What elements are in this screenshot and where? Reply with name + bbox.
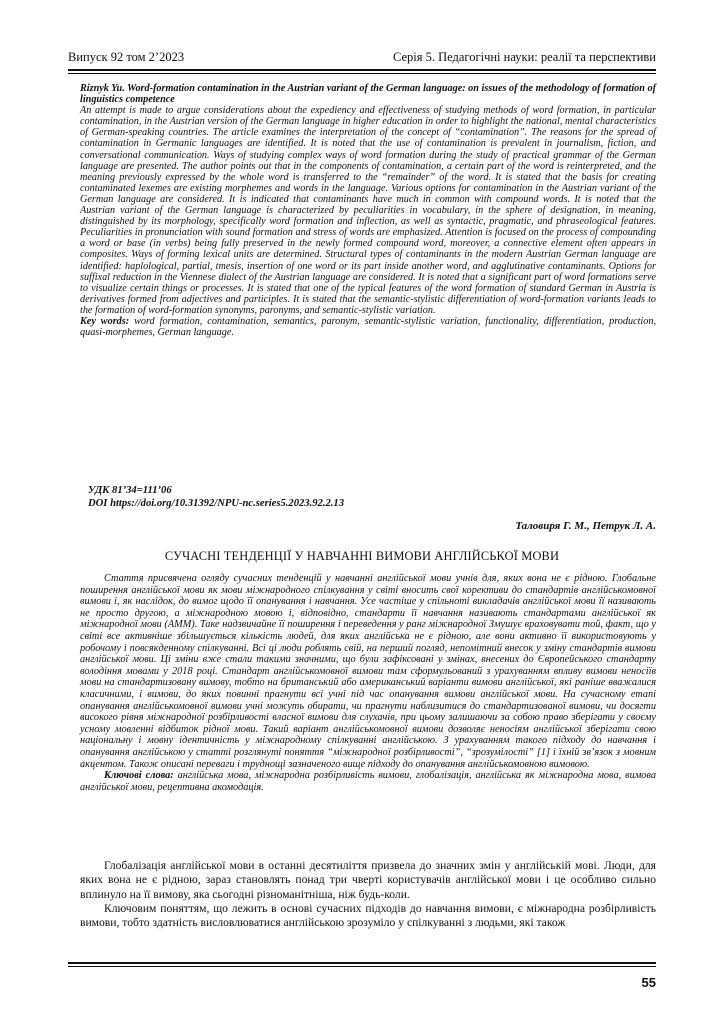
doi-link[interactable]: DOI https://doi.org/10.31392/NPU-nc.series5.2023.92.2.13 (88, 497, 345, 509)
body-paragraph-2: Ключовим поняттям, що лежить в основі сучасних підходів до навчання вимови, є міжнародна розбірливість вимови, тобто здатність висловлюватися англійською зрозуміло у спілкуванні з людьми, які також (80, 901, 656, 930)
ukrainian-keywords: англійська мова, міжнародна розбірливість вимови, глобалізація, англійська як міжнародна мова, вимова англійської мови, рецептивна акомодація. (80, 770, 656, 793)
header-rule-thin (68, 73, 656, 74)
english-abstract-text: An attempt is made to argue considerations about the expediency and effectiveness of studying methods of word formation, in particular contamination, in the Austrian version of the German language in higher education in order to highlight the national, mental characteristics of German-speaking countries. The article examines the interpretation of the concept of “contamination”. The reasons for the spread of contamination in Germanic languages are identified. It is noted that the use of contamination is prevalent in journalism, fiction, and conversational communication. Ways of studying complex ways of word formation during the study of practical grammar of the German language are presented. The author points out that in the components of contamination, a certain part of the word is reinterpreted, and the meaning previously expressed by the whole word is transferred to the “remainder” of the word. It is stated that the basis for creating contaminated lexemes are existing morphemes and words in the language. Various options for contamination in the Austrian variant of the German language are considered. It is indicated that contaminants have much in common with compound words. It is noted that the Austrian variant of the German language is characterized by peculiarities in vocabulary, in the sphere of designation, in meaning, distinguished by its morphology, specifically word formation and inflection, as well as syntactic, pragmatic, and phraseological features. Peculiarities in pronunciation with sound formation and stress of words are emphasized. Attention is focused on the process of compounding a word or base (in verbs) being fully preserved in the newly formed compound word, moreover, a connective element often appears in composites. Ways of forming lexical units are determined. Structural types of contaminants in the modern Austrian German language are identified: haplological, partial, tmesis, insertion of one word or its part inside another word, and agglutinative contaminants. Options for suffixal reduction in the Viennese dialect of the Austrian language are considered. It is noted that a significant part of word formations serve to visualize certain things or processes. It is stated that one of the typical features of the word formation of standard German in Austria is derivatives formed from adjectives and participles. It is stated that the semantic-stylistic differentiation of word-formation variants leads to the formation of word-formation synonyms, paronyms, and semantic-stylistic variation. (80, 105, 656, 316)
issue-info: Випуск 92 том 2’2023 (68, 50, 185, 64)
article-body (80, 859, 656, 930)
page-number: 55 (641, 975, 656, 990)
english-abstract (80, 83, 656, 338)
english-abstract-title: Riznyk Yu. Word-formation contamination in the Austrian variant of the German language: on issues of the methodology of formation of linguistics competence (80, 83, 656, 106)
running-header (68, 50, 656, 68)
udc-code: УДК 81’34=111’06 (88, 485, 172, 496)
ukrainian-abstract (80, 573, 656, 793)
english-keywords: word formation, contamination, semantics, paronym, semantic-stylistic variation, functionality, differentiation, production, quasi-morphemes, German language. (80, 315, 656, 339)
series-info: Серія 5. Педагогічні науки: реалії та перспективи (392, 50, 656, 64)
udc-doi-block (88, 485, 344, 510)
footer-rule-thick (68, 962, 656, 964)
body-paragraph-1: Глобалізація англійської мови в останні десятиліття призвела до значних змін у англійській мові. Люди, для яких вона не є рідною, зараз становлять понад три чверті користувачів англійської мови і це особливо сильно вплинуло на її вимову, яка сьогодні різноманітніша, ніж будь-коли. (80, 859, 656, 901)
article-title: СУЧАСНІ ТЕНДЕНЦІЇ У НАВЧАННІ ВИМОВИ АНГЛІЙСЬКОЇ МОВИ (164, 549, 560, 563)
article-authors: Таловиря Г. М., Петрук Л. А. (515, 520, 656, 532)
english-keywords-label: Key words: (80, 315, 130, 327)
ukrainian-keywords-label: Ключові слова: (104, 770, 174, 782)
header-rule-thick (68, 69, 656, 71)
ukrainian-abstract-text: Стаття присвячена огляду сучасних тенденцій у навчанні англійської мови учнів для, яких вона не є рідною. Глобальне поширення англійської мови як мови міжнародного спілкування у світі вносить свої корективи до стандартів англійськомовної вимови і, як наслідок, до вимог щодо її опанування і навчання. Усе частіше у спільноті викладачів англійської мови її називають не просто другою, а міжнародною мовою і, відповідно, стандарти її навчання називають стандартами англійської як міжнародної мови (АММ). Таке надзвичайне її поширення і переведення у ранг міжнародної Змушує враховувати той, факт, що у світі все активніше збільшується кількість людей, для яких англійська не є рідною, але вони активно її використовують у робочому і повсякденному спілкуванні. Всі ці люди роблять свій, на перший погляд, непомітний внесок у зміну стандартів вимови англійської мови. Ці зміни вже стали такими значними, що були зафіксовані у змінах, внесених до Європейського стандарту володіння мовами у 2018 році. Стандарт англійськомовної вимови там сформульований з урахуванням впливу вимови неносіїв мови на стандартизовану вимову, тобто на британський або американський варіанти вимови англійської, які раніше вважалися класичними, і вимови, до яких повинні прагнути всі учні під час опанування вимови англійської мови. На сучасному етапі опанування англійськомовної вимови учні можуть обирати, чи прагнути наблизитися до стандартизованої вимови, чи досягти високого рівня міжнародної розбірливості власної вимови для слухачів, при цьому залишаючи за собою право зберігати у своєму усному мовленні відбиток рідної мови. Такий варіант англійськомовної вимови дозволяє неносіям англійської зберігати свою національну і мовну ідентичність у міжнародному спілкуванні англійською. З урахуванням такого підходу до навчання і опанування англійською у статті розглянуті поняття “міжнародної розбірливості”, “зрозумілості” [1] і їхній зв’язок з мовним акцентом. Також описані переваги і труднощі зазначеного вище підходу до опанування англійськомовною вимовою. (80, 573, 656, 770)
footer-rule-thin (68, 966, 656, 967)
